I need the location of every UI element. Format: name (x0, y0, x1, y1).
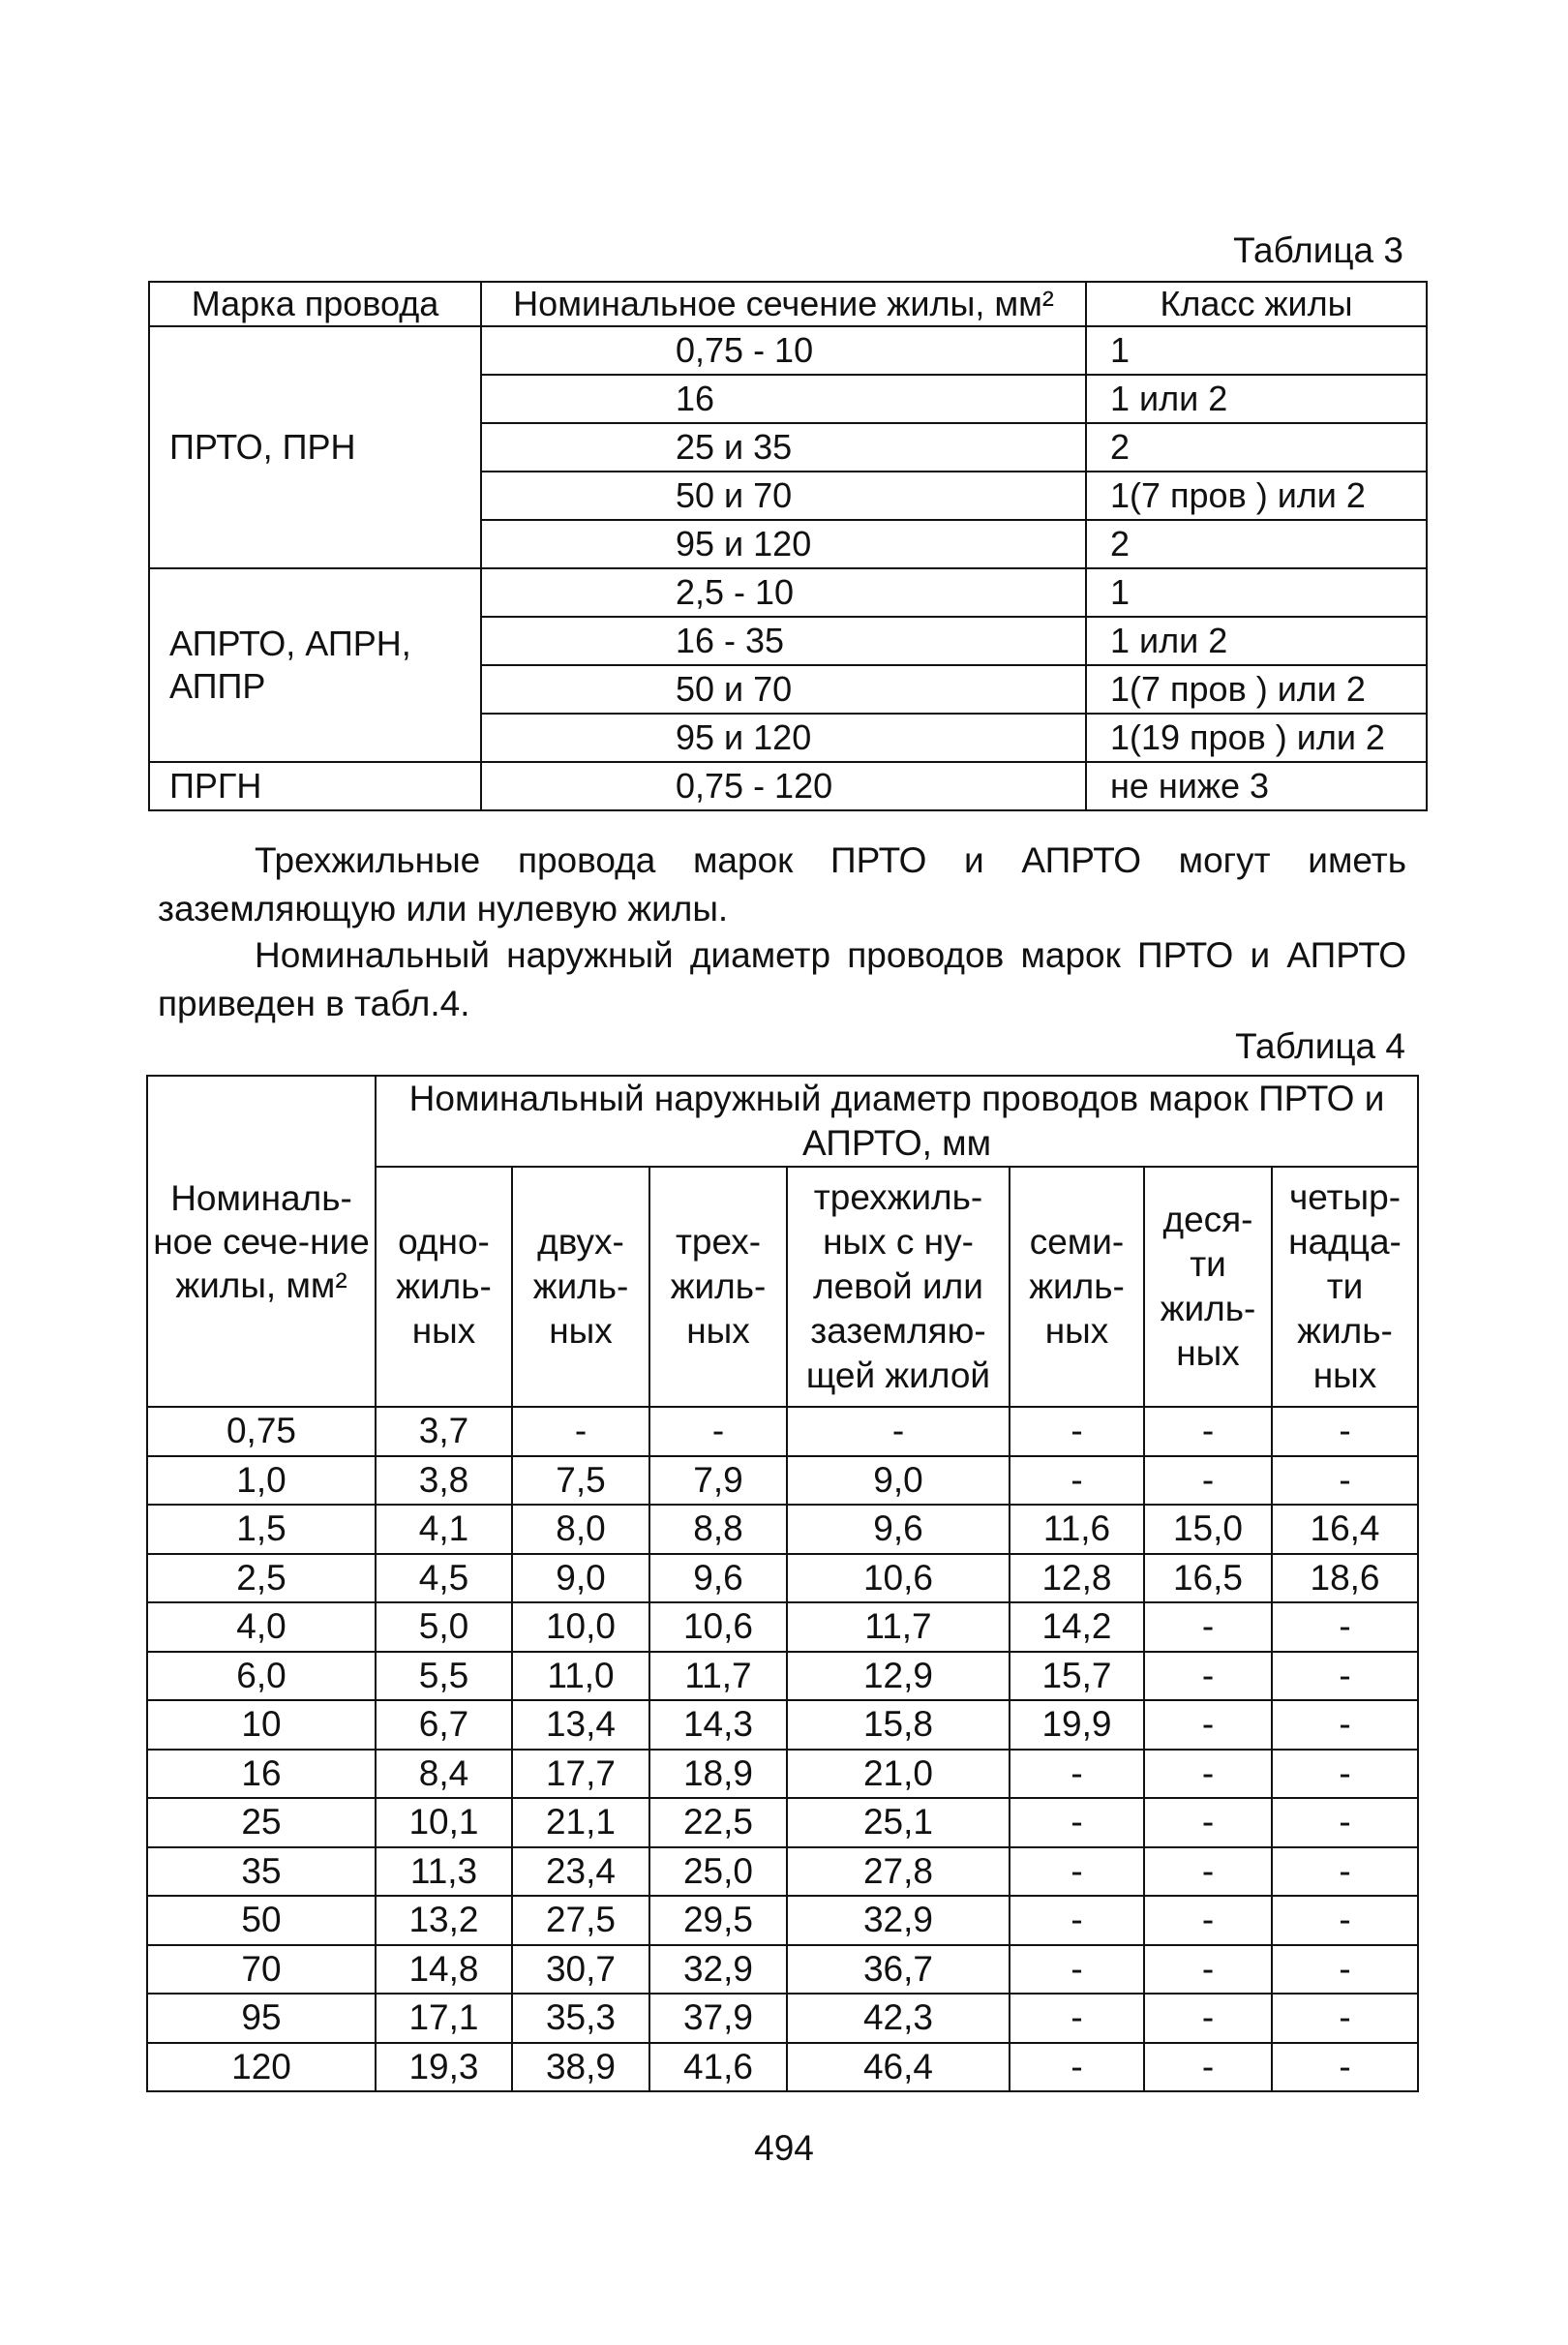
diameter-cell: 38,9 (512, 2043, 649, 2092)
table-row (147, 1945, 1418, 1995)
diameter-cell: 6,7 (376, 1700, 512, 1750)
core-class-cell: 1 или 2 (1086, 617, 1427, 665)
diameter-cell: - (1144, 1700, 1272, 1750)
diameter-cell: 19,9 (1010, 1700, 1144, 1750)
cross-section-header: Номиналь-ное сече-ние жилы, мм² (147, 1076, 376, 1407)
diameter-cell: 11,7 (787, 1602, 1010, 1652)
cross-section-cell: 2,5 - 10 (481, 568, 1086, 617)
cross-section-cell: 120 (147, 2043, 376, 2092)
table-row (149, 568, 1427, 617)
cross-section-cell: 2,5 (147, 1554, 376, 1603)
diameter-cell: - (1010, 1407, 1144, 1456)
table-row (149, 762, 1427, 810)
table-row (147, 1847, 1418, 1897)
diameter-cell: - (1010, 1798, 1144, 1847)
diameter-cell: 32,9 (649, 1945, 787, 1995)
diameter-cell: 4,5 (376, 1554, 512, 1603)
diameter-cell: 25,1 (787, 1798, 1010, 1847)
diameter-cell: - (1272, 1847, 1418, 1897)
paragraph-1 (158, 837, 1406, 933)
diameter-cell: 35,3 (512, 1994, 649, 2043)
diameter-cell: 11,0 (512, 1652, 649, 1701)
cross-section-cell: 16 (147, 1750, 376, 1799)
cross-section-cell: 95 и 120 (481, 520, 1086, 568)
diameter-cell: 9,6 (649, 1554, 787, 1603)
diameter-cell: - (512, 1407, 649, 1456)
diameter-cell: 22,5 (649, 1798, 787, 1847)
diameter-cell: 9,6 (787, 1505, 1010, 1554)
cross-section-cell: 10 (147, 1700, 376, 1750)
column-header: двух-жиль-ных (512, 1167, 649, 1407)
core-class-cell: 1 или 2 (1086, 375, 1427, 423)
table-row (147, 1505, 1418, 1554)
diameter-cell: 13,4 (512, 1700, 649, 1750)
table-row (147, 1700, 1418, 1750)
diameter-cell: - (1272, 1750, 1418, 1799)
diameter-cell: 15,0 (1144, 1505, 1272, 1554)
diameter-cell: 19,3 (376, 2043, 512, 2092)
diameter-cell: 9,0 (787, 1456, 1010, 1506)
diameter-cell: 10,1 (376, 1798, 512, 1847)
column-header: четыр-надца-ти жиль-ных (1272, 1167, 1418, 1407)
diameter-cell: - (1010, 2043, 1144, 2092)
diameter-cell: - (1272, 2043, 1418, 2092)
diameter-cell: - (1010, 1456, 1144, 1506)
wire-brand-cell: ПРТО, ПРН (149, 326, 481, 568)
diameter-cell: - (1144, 1945, 1272, 1995)
diameter-cell: - (1272, 1407, 1418, 1456)
diameter-cell: 3,8 (376, 1456, 512, 1506)
diameter-cell: - (1272, 1700, 1418, 1750)
cross-section-cell: 1,0 (147, 1456, 376, 1506)
cross-section-cell: 50 и 70 (481, 472, 1086, 520)
diameter-cell: - (1144, 1847, 1272, 1897)
column-header: одно-жиль-ных (376, 1167, 512, 1407)
diameter-cell: - (1272, 1945, 1418, 1995)
wire-brand-cell: АПРТО, АПРН, АППР (149, 568, 481, 762)
cross-section-cell: 16 - 35 (481, 617, 1086, 665)
diameter-cell: 15,8 (787, 1700, 1010, 1750)
cross-section-cell: 70 (147, 1945, 376, 1995)
diameter-cell: 11,7 (649, 1652, 787, 1701)
cross-section-cell: 16 (481, 375, 1086, 423)
wire-brand-cell: ПРГН (149, 762, 481, 810)
column-header: трехжиль-ных с ну-левой или заземляю-щей жилой (787, 1167, 1010, 1407)
cross-section-cell: 95 (147, 1994, 376, 2043)
core-class-cell: не ниже 3 (1086, 762, 1427, 810)
diameter-cell: - (1144, 1750, 1272, 1799)
diameter-cell: - (1144, 1798, 1272, 1847)
diameter-cell: 12,8 (1010, 1554, 1144, 1603)
diameter-cell: - (1010, 1896, 1144, 1945)
diameter-cell: 30,7 (512, 1945, 649, 1995)
table-row (149, 326, 1427, 375)
table-4 (146, 1075, 1419, 2092)
table-row (147, 1602, 1418, 1652)
table-row (147, 1456, 1418, 1506)
column-header: семи-жиль-ных (1010, 1167, 1144, 1407)
cross-section-cell: 6,0 (147, 1652, 376, 1701)
diameter-cell: - (1144, 1652, 1272, 1701)
cross-section-cell: 0,75 - 120 (481, 762, 1086, 810)
cross-section-cell: 50 (147, 1896, 376, 1945)
diameter-cell: - (1144, 1602, 1272, 1652)
core-class-cell: 2 (1086, 520, 1427, 568)
cross-section-cell: 25 и 35 (481, 423, 1086, 472)
diameter-cell: 17,1 (376, 1994, 512, 2043)
diameter-cell: - (1272, 1602, 1418, 1652)
cross-section-cell: 0,75 - 10 (481, 326, 1086, 375)
diameter-cell: 10,6 (787, 1554, 1010, 1603)
diameter-cell: - (649, 1407, 787, 1456)
paragraph-1-text: Трехжильные провода марок ПРТО и АПРТО могут иметь заземляющую или нулевую жилы. (158, 840, 1406, 929)
diameter-cell: - (1010, 1994, 1144, 2043)
diameter-cell: 21,1 (512, 1798, 649, 1847)
diameter-cell: 14,3 (649, 1700, 787, 1750)
table-row (147, 1798, 1418, 1847)
table-3-header-cell: Класс жилы (1086, 282, 1427, 326)
diameter-cell: 36,7 (787, 1945, 1010, 1995)
diameter-cell: 16,4 (1272, 1505, 1418, 1554)
core-class-cell: 1(7 пров ) или 2 (1086, 665, 1427, 714)
diameter-cell: - (1272, 1994, 1418, 2043)
diameter-cell: - (1272, 1798, 1418, 1847)
diameter-cell: 23,4 (512, 1847, 649, 1897)
table-3 (148, 281, 1428, 811)
diameter-cell: - (1272, 1652, 1418, 1701)
diameter-cell: 8,8 (649, 1505, 787, 1554)
table-3-header-cell: Номинальное сечение жилы, мм² (481, 282, 1086, 326)
diameter-cell: 14,2 (1010, 1602, 1144, 1652)
diameter-cell: 9,0 (512, 1554, 649, 1603)
column-header: деся-ти жиль-ных (1144, 1167, 1272, 1407)
cross-section-cell: 25 (147, 1798, 376, 1847)
core-class-cell: 1(19 пров ) или 2 (1086, 714, 1427, 762)
table-3-header-row (149, 282, 1427, 326)
diameter-cell: 27,5 (512, 1896, 649, 1945)
diameter-cell: 16,5 (1144, 1554, 1272, 1603)
table-row (147, 1994, 1418, 2043)
diameter-cell: 27,8 (787, 1847, 1010, 1897)
diameter-cell: 25,0 (649, 1847, 787, 1897)
diameter-cell: - (1010, 1750, 1144, 1799)
table-3-caption: Таблица 3 (1233, 230, 1403, 270)
table-row (147, 1407, 1418, 1456)
diameter-cell: 13,2 (376, 1896, 512, 1945)
diameter-cell: 11,6 (1010, 1505, 1144, 1554)
diameter-cell: - (1272, 1456, 1418, 1506)
diameter-cell: 10,0 (512, 1602, 649, 1652)
diameter-cell: 29,5 (649, 1896, 787, 1945)
diameter-cell: - (1144, 1407, 1272, 1456)
table-4-body (147, 1407, 1418, 2091)
diameter-cell: 18,9 (649, 1750, 787, 1799)
diameter-cell: 42,3 (787, 1994, 1010, 2043)
column-header: трех-жиль-ных (649, 1167, 787, 1407)
diameter-cell: 5,0 (376, 1602, 512, 1652)
diameter-cell: 14,8 (376, 1945, 512, 1995)
core-class-cell: 1 (1086, 568, 1427, 617)
cross-section-cell: 1,5 (147, 1505, 376, 1554)
diameter-cell: 7,9 (649, 1456, 787, 1506)
diameter-cell: 32,9 (787, 1896, 1010, 1945)
diameter-cell: - (1144, 1896, 1272, 1945)
diameter-group-header: Номинальный наружный диаметр проводов марок ПРТО и АПРТО, мм (376, 1076, 1418, 1167)
diameter-cell: 12,9 (787, 1652, 1010, 1701)
table-row (147, 1554, 1418, 1603)
diameter-cell: - (1144, 2043, 1272, 2092)
diameter-cell: 5,5 (376, 1652, 512, 1701)
diameter-cell: 3,7 (376, 1407, 512, 1456)
core-class-cell: 2 (1086, 423, 1427, 472)
diameter-cell: 41,6 (649, 2043, 787, 2092)
core-class-cell: 1 (1086, 326, 1427, 375)
diameter-cell: 18,6 (1272, 1554, 1418, 1603)
paragraph-2-text: Номинальный наружный диаметр проводов марок ПРТО и АПРТО приведен в табл.4. (158, 935, 1406, 1023)
cross-section-cell: 50 и 70 (481, 665, 1086, 714)
cross-section-cell: 4,0 (147, 1602, 376, 1652)
diameter-cell: 4,1 (376, 1505, 512, 1554)
diameter-cell: 7,5 (512, 1456, 649, 1506)
diameter-cell: - (1272, 1896, 1418, 1945)
diameter-cell: 10,6 (649, 1602, 787, 1652)
diameter-cell: - (1010, 1847, 1144, 1897)
diameter-cell: - (1144, 1456, 1272, 1506)
paragraph-2 (158, 931, 1406, 1028)
table-4-caption: Таблица 4 (1235, 1026, 1405, 1066)
table-row (147, 2043, 1418, 2092)
diameter-cell: - (1010, 1945, 1144, 1995)
diameter-cell: 15,7 (1010, 1652, 1144, 1701)
core-class-cell: 1(7 пров ) или 2 (1086, 472, 1427, 520)
table-row (147, 1652, 1418, 1701)
diameter-cell: - (1144, 1994, 1272, 2043)
diameter-cell: 37,9 (649, 1994, 787, 2043)
table-row (147, 1750, 1418, 1799)
diameter-cell: 17,7 (512, 1750, 649, 1799)
table-row (147, 1896, 1418, 1945)
page-number: 494 (754, 2128, 814, 2168)
cross-section-cell: 0,75 (147, 1407, 376, 1456)
diameter-cell: 8,0 (512, 1505, 649, 1554)
diameter-cell: - (787, 1407, 1010, 1456)
diameter-cell: 46,4 (787, 2043, 1010, 2092)
diameter-cell: 21,0 (787, 1750, 1010, 1799)
cross-section-cell: 95 и 120 (481, 714, 1086, 762)
table-3-header-cell: Марка провода (149, 282, 481, 326)
diameter-cell: 8,4 (376, 1750, 512, 1799)
diameter-cell: 11,3 (376, 1847, 512, 1897)
cross-section-cell: 35 (147, 1847, 376, 1897)
table-4-header-row (147, 1076, 1418, 1167)
